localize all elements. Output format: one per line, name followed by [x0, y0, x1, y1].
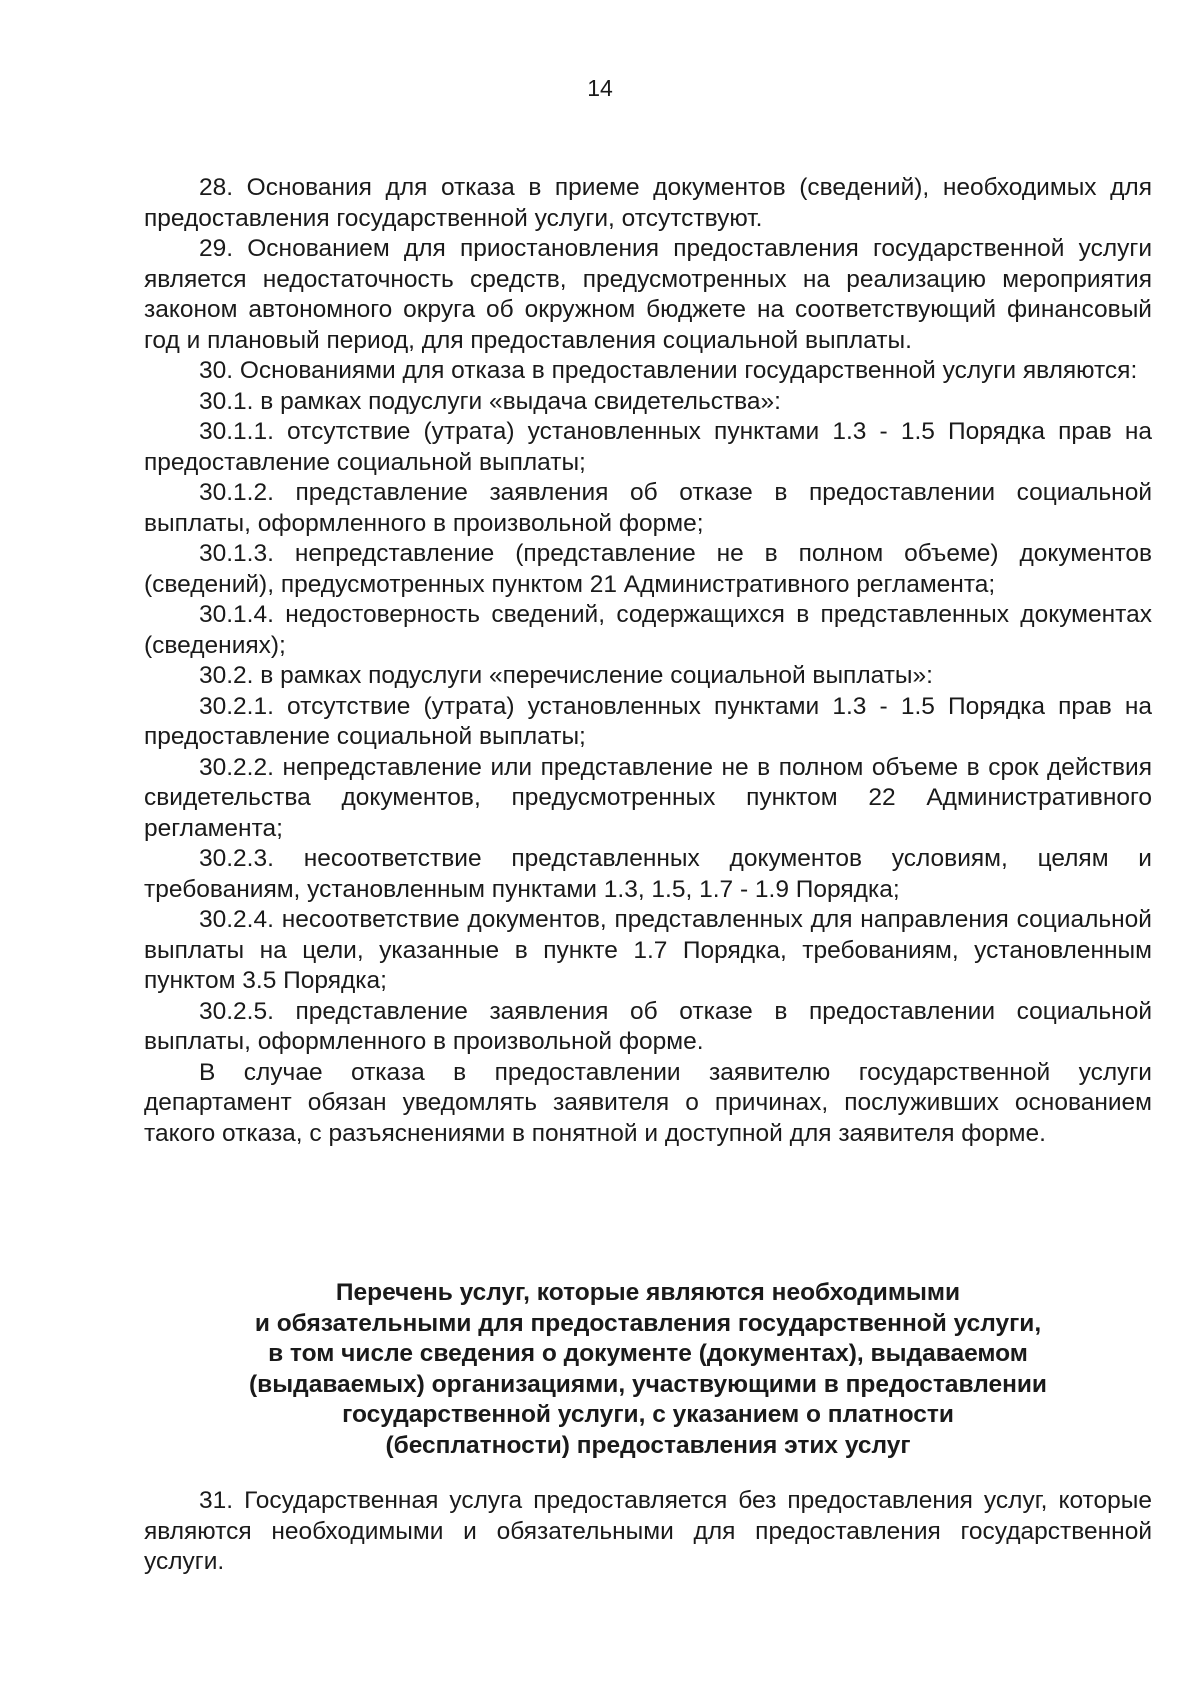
paragraph-30-2-4: 30.2.4. несоответствие документов, представленных для направления социальной выплаты на цели, указанные в пункте 1.7 Порядка, требованиям, установленным пунктом 3.5 Порядка; — [144, 906, 1152, 994]
paragraph-31: 31. Государственная услуга предоставляется без предоставления услуг, которые являются необходимыми и обязательными для предоставления государственной услуги. — [144, 1487, 1152, 1575]
paragraph-30-1-3: 30.1.3. непредставление (представление не в полном объеме) документов (сведений), предусмотренных пунктом 21 Административного регламента; — [144, 540, 1152, 598]
paragraph-30: 30. Основаниями для отказа в предоставлении государственной услуги являются: — [199, 357, 1138, 384]
section-heading — [144, 1278, 1152, 1461]
paragraph-refusal-notice: В случае отказа в предоставлении заявителю государственной услуги департамент обязан уведомлять заявителя о причинах, послуживших основанием такого отказа, с разъяснениями в понятной и доступной для заявителя форме. — [144, 1058, 1152, 1147]
document-tail — [144, 1486, 1152, 1578]
paragraph-30-1-1: 30.1.1. отсутствие (утрата) установленных пунктами 1.3 - 1.5 Порядка прав на предоставление социальной выплаты; — [144, 418, 1152, 476]
paragraph-30-1-2: 30.1.2. представление заявления об отказе в предоставлении социальной выплаты, оформленного в произвольной форме; — [144, 479, 1152, 537]
heading-line: (бесплатности) предоставления этих услуг — [385, 1431, 911, 1459]
paragraph-30-2-1: 30.2.1. отсутствие (утрата) установленных пунктами 1.3 - 1.5 Порядка прав на предоставление социальной выплаты; — [144, 692, 1152, 750]
paragraph-30-2-2: 30.2.2. непредставление или представление не в полном объеме в срок действия свидетельства документов, предусмотренных пунктом 22 Административного регламента; — [144, 753, 1152, 842]
paragraph-28: 28. Основания для отказа в приеме документов (сведений), необходимых для предоставления государственной услуги, отсутствуют. — [144, 174, 1152, 232]
paragraph-30-1: 30.1. в рамках подуслуги «выдача свидетельства»: — [199, 387, 781, 415]
paragraph-29: 29. Основанием для приостановления предоставления государственной услуги является недостаточность средств, предусмотренных на реализацию мероприятия законом автономного округа об окружном бюджете на соответствующий финансовый год и плановый период, для предоставления социальной выплаты. — [144, 235, 1152, 354]
heading-line: и обязательными для предоставления государственной услуги, — [254, 1309, 1042, 1337]
document-body — [144, 173, 1152, 1149]
paragraph-30-2-3: 30.2.3. несоответствие представленных документов условиям, целям и требованиям, установленным пунктами 1.3, 1.5, 1.7 - 1.9 Порядка; — [144, 845, 1152, 903]
heading-line: (выдаваемых) организациями, участвующими в предоставлении — [249, 1370, 1047, 1398]
heading-line: в том числе сведения о документе (документах), выдаваемом — [268, 1340, 1028, 1367]
heading-line: государственной услуги, с указанием о платности — [342, 1401, 954, 1428]
paragraph-30-2-5: 30.2.5. представление заявления об отказе в предоставлении социальной выплаты, оформленного в произвольной форме. — [144, 997, 1152, 1055]
page-number: 14 — [587, 75, 613, 101]
heading-line: Перечень услуг, которые являются необходимыми — [335, 1279, 961, 1306]
paragraph-30-2: 30.2. в рамках подуслуги «перечисление социальной выплаты»: — [199, 662, 933, 689]
paragraph-30-1-4: 30.1.4. недостоверность сведений, содержащихся в представленных документах (сведениях); — [144, 601, 1152, 659]
